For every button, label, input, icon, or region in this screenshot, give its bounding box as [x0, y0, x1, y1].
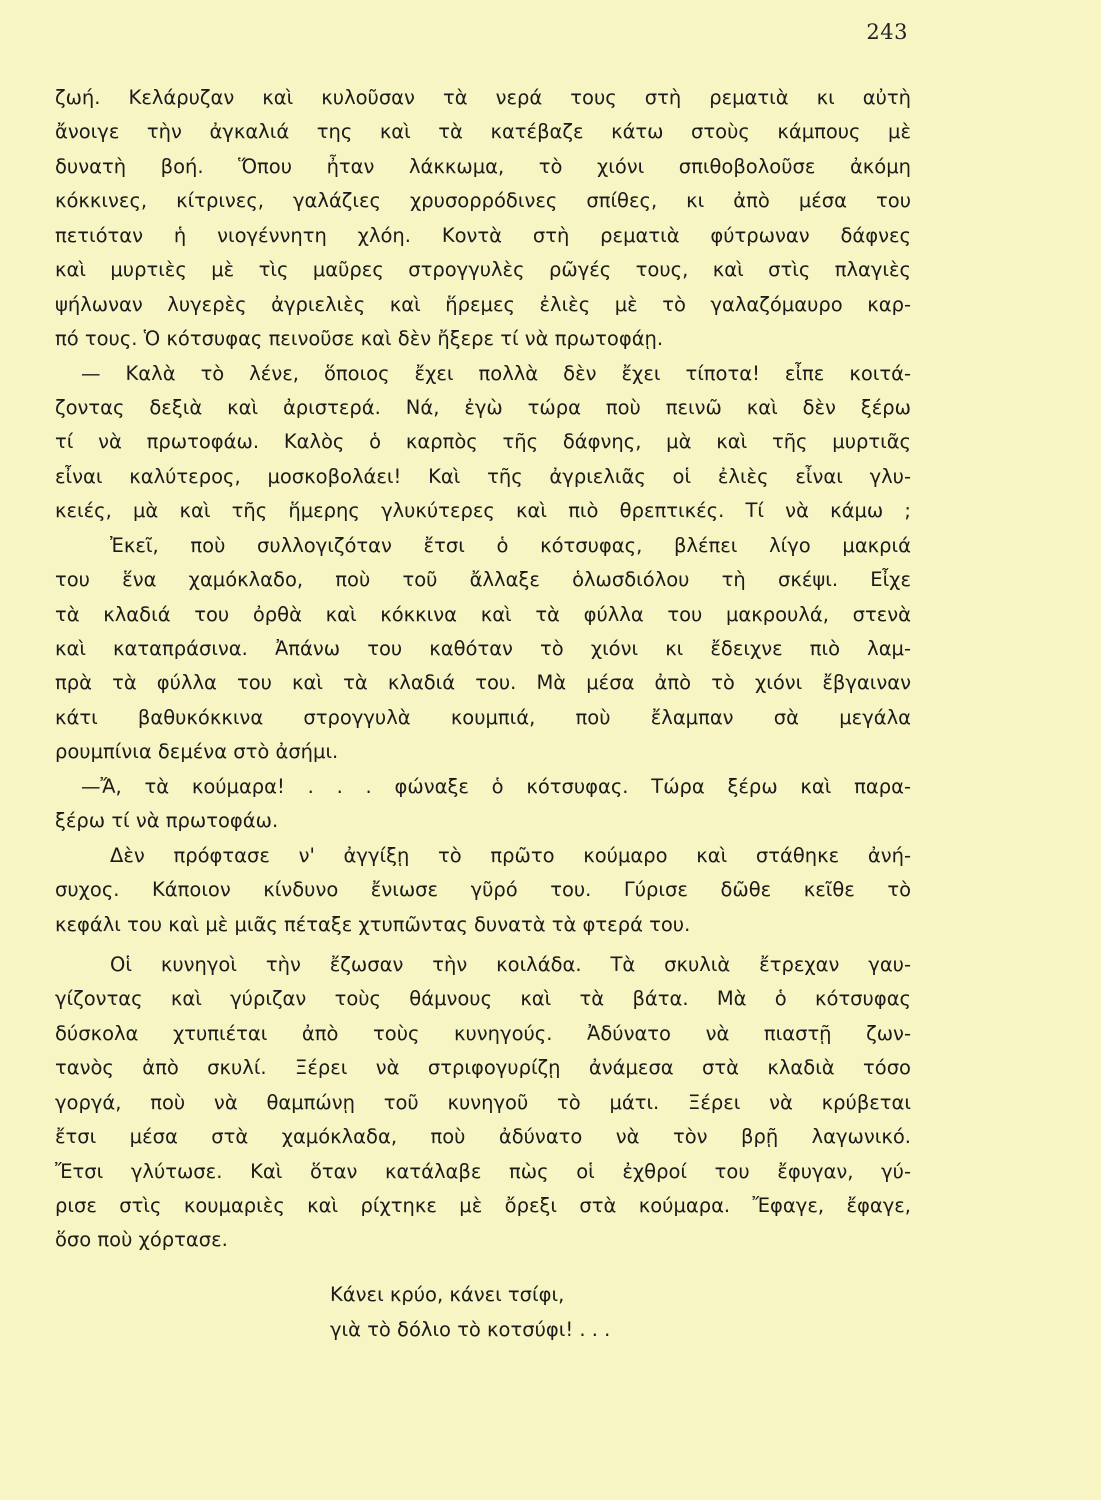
paragraph-start-line: Δὲν πρόφτασε ν' ἀγγίξῃ τὸ πρῶτο κούμαρο καὶ στάθηκε ἀνή-: [110, 843, 911, 867]
text-line: εἶναι καλύτερος, μοσκοβολάει! Καὶ τῆς ἀγριελιᾶς οἱ ἐλιὲς εἶναι γλυ-: [55, 464, 911, 488]
text-line: πό τους. Ὁ κότσυφας πεινοῦσε καὶ δὲν ἤξερε τί νὰ πρωτοφάῃ.: [55, 327, 664, 351]
text-line: ρισε στὶς κουμαριὲς καὶ ρίχτηκε μὲ ὄρεξι στὰ κούμαρα. Ἔφαγε, ἔφαγε,: [55, 1194, 911, 1217]
text-line: καὶ καταπράσινα. Ἀπάνω του καθόταν τὸ χιόνι κι ἔδειχνε πιὸ λαμ-: [55, 637, 911, 660]
text-line: τανὸς ἀπὸ σκυλί. Ξέρει νὰ στριφογυρίζῃ ἀνάμεσα στὰ κλαδιὰ τόσο: [55, 1056, 911, 1080]
text-line: γίζοντας καὶ γύριζαν τοὺς θάμνους καὶ τὰ βάτα. Μὰ ὁ κότσυφας: [55, 987, 911, 1011]
text-line: κεφάλι του καὶ μὲ μιᾶς πέταξε χτυπῶντας δυνατὰ τὰ φτερά του.: [55, 912, 691, 936]
dialogue-line: — Καλὰ τὸ λένε, ὅποιος ἔχει πολλὰ δὲν ἔχει τίποτα! εἶπε κοιτά-: [81, 361, 911, 385]
text-line: ρουμπίνια δεμένα στὸ ἀσήμι.: [55, 740, 339, 764]
text-line: πρὰ τὰ φύλλα του καὶ τὰ κλαδιά του. Μὰ μέσα ἀπὸ τὸ χιόνι ἔβγαιναν: [55, 671, 911, 695]
text-line: ζωή. Κελάρυζαν καὶ κυλοῦσαν τὰ νερά τους στὴ ρεματιὰ κι αὐτὴ: [55, 86, 911, 109]
text-line: Ἔτσι γλύτωσε. Καὶ ὅταν κατάλαβε πὼς οἱ ἐχθροί του ἔφυγαν, γύ-: [55, 1159, 911, 1183]
text-line: κάτι βαθυκόκκινα στρογγυλὰ κουμπιά, ποὺ ἔλαμπαν σὰ μεγάλα: [55, 705, 911, 729]
text-line: κόκκινες, κίτρινες, γαλάζιες χρυσορρόδινες σπίθες, κι ἀπὸ μέσα του: [55, 189, 911, 213]
text-line: γοργά, ποὺ νὰ θαμπώνῃ τοῦ κυνηγοῦ τὸ μάτι. Ξέρει νὰ κρύβεται: [55, 1090, 911, 1114]
text-line: πετιόταν ἡ νιογέννητη χλόη. Κοντὰ στὴ ρεματιὰ φύτρωναν δάφνες: [55, 223, 911, 247]
text-line: τὰ κλαδιά του ὀρθὰ καὶ κόκκινα καὶ τὰ φύλλα του μακρουλά, στενὰ: [55, 602, 911, 626]
text-line: συχος. Κάποιον κίνδυνο ἔνιωσε γῦρό του. Γύρισε δῶθε κεῖθε τὸ: [55, 878, 911, 902]
closing-verse: [330, 1277, 750, 1347]
paragraph-start-line: Οἱ κυνηγοὶ τὴν ἔζωσαν τὴν κοιλάδα. Τὰ σκυλιὰ ἔτρεχαν γαυ-: [110, 952, 911, 976]
text-line: ψήλωναν λυγερὲς ἀγριελιὲς καὶ ἥρεμες ἐλιὲς μὲ τὸ γαλαζόμαυρο καρ-: [55, 292, 911, 316]
text-line: κειές, μὰ καὶ τῆς ἥμερης γλυκύτερες καὶ πιὸ θρεπτικές. Τί νὰ κάμω ;: [55, 499, 911, 523]
verse-line: γιὰ τὸ δόλιο τὸ κοτσύφι! . . .: [330, 1318, 611, 1341]
body-text: [55, 81, 911, 1258]
text-line: καὶ μυρτιὲς μὲ τὶς μαῦρες στρογγυλὲς ρῶγές τους, καὶ στὶς πλαγιὲς: [55, 258, 911, 282]
text-line: ζοντας δεξιὰ καὶ ἀριστερά. Νά, ἐγὼ τώρα ποὺ πεινῶ καὶ δὲν ξέρω: [55, 395, 911, 419]
dialogue-line: —Ἄ, τὰ κούμαρα! . . . φώναξε ὁ κότσυφας. Τώρα ξέρω καὶ παρα-: [81, 774, 911, 798]
text-line: ἄνοιγε τὴν ἀγκαλιά της καὶ τὰ κατέβαζε κάτω στοὺς κάμπους μὲ: [55, 120, 911, 144]
page-number: 243: [866, 20, 908, 44]
text-line: του ἕνα χαμόκλαδο, ποὺ τοῦ ἄλλαξε ὁλωσδιόλου τὴ σκέψι. Εἶχε: [55, 568, 911, 592]
text-line: τί νὰ πρωτοφάω. Καλὸς ὁ καρπὸς τῆς δάφνης, μὰ καὶ τῆς μυρτιᾶς: [55, 430, 911, 454]
text-line: δύσκολα χτυπιέται ἀπὸ τοὺς κυνηγούς. Ἀδύνατο νὰ πιαστῇ ζων-: [55, 1021, 911, 1045]
verse-line: Κάνει κρύο, κάνει τσίφι,: [330, 1283, 565, 1306]
paragraph-start-line: Ἐκεῖ, ποὺ συλλογιζόταν ἔτσι ὁ κότσυφας, βλέπει λίγο μακριά: [110, 533, 911, 557]
text-line: ἔτσι μέσα στὰ χαμόκλαδα, ποὺ ἀδύνατο νὰ τὸν βρῇ λαγωνικό.: [55, 1125, 911, 1149]
text-line: ξέρω τί νὰ πρωτοφάω.: [55, 809, 279, 833]
text-line: ὅσο ποὺ χόρτασε.: [55, 1228, 228, 1252]
text-line: δυνατὴ βοή. Ὅπου ἦταν λάκκωμα, τὸ χιόνι σπιθοβολοῦσε ἀκόμη: [55, 154, 911, 178]
